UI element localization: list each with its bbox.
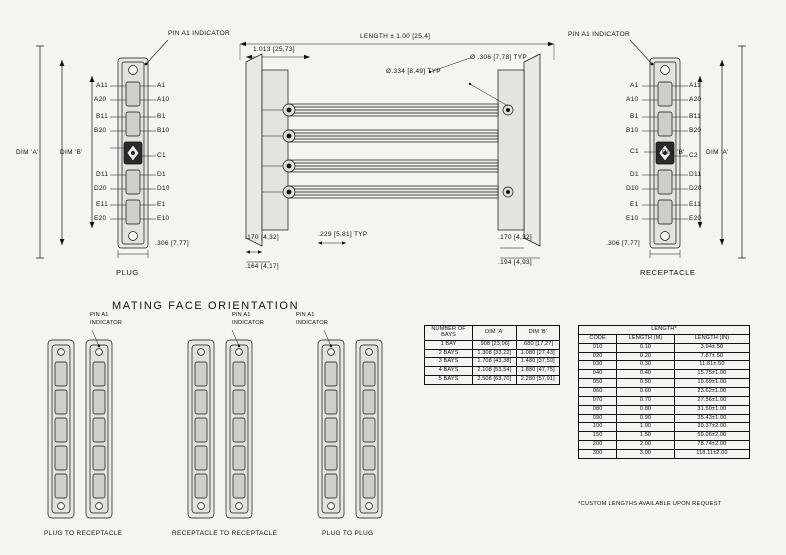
table-row bbox=[579, 370, 750, 379]
table-row bbox=[425, 367, 560, 376]
length-cell: 2.00 bbox=[617, 441, 675, 450]
right-pin-label-a10: A10 bbox=[626, 96, 639, 103]
right-pin-label-a11: A11 bbox=[689, 82, 701, 89]
bays-cell: 3 BAYS bbox=[425, 358, 473, 367]
bays-cell: .680 [17,27] bbox=[516, 340, 559, 349]
table-row bbox=[579, 361, 750, 370]
mating-2-indicator: INDICATOR bbox=[232, 320, 265, 326]
length-cell: 0.90 bbox=[617, 414, 675, 423]
right-bottom-dimension: .306 [7,77] bbox=[606, 240, 641, 247]
table-row bbox=[579, 379, 750, 388]
left-bottom-dimension: .306 [7,77] bbox=[155, 240, 190, 247]
right-pin-label-c1: C1 bbox=[630, 148, 639, 155]
bays-cell: 2.280 [57,91] bbox=[516, 376, 559, 385]
right-pin-label-e10: E10 bbox=[626, 215, 639, 222]
bays-cell: .908 [23,06] bbox=[473, 340, 516, 349]
left-pin-label-e20: E20 bbox=[94, 215, 107, 222]
table-row bbox=[579, 432, 750, 441]
left-pin-label-b11: B11 bbox=[96, 113, 108, 120]
bays-cell: 1.308 [33,22] bbox=[473, 349, 516, 358]
right-pin-label-a1: A1 bbox=[630, 82, 639, 89]
left-pin-label-d1: D1 bbox=[157, 171, 166, 178]
length-cell: 31.50±1.00 bbox=[674, 405, 749, 414]
length-cell: 35.43±1.00 bbox=[674, 414, 749, 423]
right-pin-label-d11: D11 bbox=[689, 171, 702, 178]
bays-header-dim-b: DIM 'B' bbox=[516, 326, 559, 341]
table-row bbox=[425, 358, 560, 367]
bays-cell: 2 BAYS bbox=[425, 349, 473, 358]
center-hole-dimension-1: Ø .306 [7,78] TYP bbox=[470, 54, 528, 61]
center-left-dim-2: .164 [4,17] bbox=[245, 263, 280, 270]
right-pin-label-e1: E1 bbox=[630, 201, 639, 208]
length-cell: 1.50 bbox=[617, 432, 675, 441]
left-pin-label-d20: D20 bbox=[94, 185, 107, 192]
length-cell: 300 bbox=[579, 450, 617, 459]
table-row bbox=[579, 405, 750, 414]
table-row bbox=[425, 349, 560, 358]
bays-cell: 1.708 [43,38] bbox=[473, 358, 516, 367]
left-pin-label-a1: A1 bbox=[157, 82, 166, 89]
left-pin-label-b10: B10 bbox=[157, 127, 170, 134]
center-length-dimension: LENGTH ± 1.00 [25,4] bbox=[360, 33, 431, 40]
length-cell: 010 bbox=[579, 343, 617, 352]
bays-cell: 4 BAYS bbox=[425, 367, 473, 376]
bays-table bbox=[424, 325, 560, 385]
bays-cell: 2.508 [63,70] bbox=[473, 376, 516, 385]
right-pin-label-e20: E20 bbox=[689, 215, 702, 222]
center-left-dim-1: .170 [4,32] bbox=[245, 234, 280, 241]
length-cell: 3.00 bbox=[617, 450, 675, 459]
bays-header-number: NUMBER OF BAYS bbox=[425, 326, 473, 341]
center-hole-dimension-2: Ø.334 [8,49] TYP bbox=[386, 68, 441, 75]
length-cell: 0.30 bbox=[617, 361, 675, 370]
mating-face-orientation-title: MATING FACE ORIENTATION bbox=[112, 300, 300, 312]
length-cell: 118.11±2.00 bbox=[674, 450, 749, 459]
length-cell: 59.06±2.00 bbox=[674, 432, 749, 441]
center-typ-dimension: .229 [5,81] TYP bbox=[318, 231, 368, 238]
bays-cell: 2.108 [53,54] bbox=[473, 367, 516, 376]
length-cell: 23.62±1.00 bbox=[674, 388, 749, 397]
left-dim-a-label: DIM 'A' bbox=[16, 149, 39, 156]
right-pin-label-b11: B11 bbox=[689, 113, 701, 120]
bays-cell: 1.080 [27,43] bbox=[516, 349, 559, 358]
bays-header-dim-a: DIM 'A' bbox=[473, 326, 516, 341]
table-row bbox=[579, 343, 750, 352]
length-table bbox=[578, 325, 750, 459]
right-pin-label-d10: D10 bbox=[626, 185, 639, 192]
bays-cell: 5 BAYS bbox=[425, 376, 473, 385]
length-table-footnote: *CUSTOM LENGTHS AVAILABLE UPON REQUEST bbox=[578, 501, 722, 507]
length-cell: 080 bbox=[579, 405, 617, 414]
left-dim-b-label: DIM 'B' bbox=[60, 149, 83, 156]
right-pin-label-a20: A20 bbox=[689, 96, 702, 103]
length-cell: 7.87±.50 bbox=[674, 352, 749, 361]
length-cell: 15.75±1.00 bbox=[674, 370, 749, 379]
length-cell: 39.37±2.00 bbox=[674, 423, 749, 432]
length-cell: 19.69±1.00 bbox=[674, 379, 749, 388]
left-pin-label-c1: C1 bbox=[157, 152, 166, 159]
right-view-caption: RECEPTACLE bbox=[640, 268, 696, 277]
mating-2-pin-a1: PIN A1 bbox=[232, 312, 251, 318]
table-row bbox=[579, 441, 750, 450]
mating-caption-plug-to-plug: PLUG TO PLUG bbox=[322, 530, 374, 537]
length-cell: 78.74±2.00 bbox=[674, 441, 749, 450]
length-cell: 100 bbox=[579, 423, 617, 432]
right-pin-label-b10: B10 bbox=[626, 127, 639, 134]
length-cell: 040 bbox=[579, 370, 617, 379]
center-width-dimension: 1.013 [25,73] bbox=[253, 46, 295, 53]
right-pin-a1-indicator: PIN A1 INDICATOR bbox=[568, 31, 630, 38]
table-row bbox=[425, 340, 560, 349]
left-pin-label-b20: B20 bbox=[94, 127, 107, 134]
length-cell: 200 bbox=[579, 441, 617, 450]
left-view-caption: PLUG bbox=[116, 268, 139, 277]
bays-table-header-row bbox=[425, 326, 560, 341]
mating-1-pin-a1: PIN A1 bbox=[90, 312, 109, 318]
center-right-dim-2: .194 [4,93] bbox=[498, 259, 533, 266]
length-cell: 0.80 bbox=[617, 405, 675, 414]
table-row bbox=[579, 423, 750, 432]
length-table-title: LENGTH* bbox=[579, 326, 750, 335]
table-row bbox=[579, 396, 750, 405]
length-table-header-row bbox=[579, 334, 750, 343]
length-cell: 0.50 bbox=[617, 379, 675, 388]
length-cell: 0.10 bbox=[617, 343, 675, 352]
left-pin-a1-indicator: PIN A1 INDICATOR bbox=[168, 30, 230, 37]
length-cell: 090 bbox=[579, 414, 617, 423]
mating-caption-plug-to-receptacle: PLUG TO RECEPTACLE bbox=[44, 530, 123, 537]
mating-1-indicator: INDICATOR bbox=[90, 320, 123, 326]
left-pin-label-e1: E1 bbox=[157, 201, 166, 208]
right-pin-label-d1: D1 bbox=[630, 171, 639, 178]
bays-cell: 1.880 [47,75] bbox=[516, 367, 559, 376]
table-row bbox=[579, 450, 750, 459]
length-header-m: LENGTH (M) bbox=[617, 334, 675, 343]
length-cell: 020 bbox=[579, 352, 617, 361]
right-pin-label-b20: B20 bbox=[689, 127, 702, 134]
right-pin-label-d20: D20 bbox=[689, 185, 702, 192]
length-cell: 27.56±1.00 bbox=[674, 396, 749, 405]
mating-caption-receptacle-to-receptacle: RECEPTACLE TO RECEPTACLE bbox=[172, 530, 278, 537]
length-cell: 0.20 bbox=[617, 352, 675, 361]
left-pin-label-b1: B1 bbox=[157, 113, 166, 120]
length-cell: 030 bbox=[579, 361, 617, 370]
left-pin-label-a20: A20 bbox=[94, 96, 107, 103]
length-cell: 060 bbox=[579, 388, 617, 397]
center-right-dim-1: .170 [4,32] bbox=[498, 234, 533, 241]
length-cell: 11.81±.50 bbox=[674, 361, 749, 370]
length-cell: 0.60 bbox=[617, 388, 675, 397]
length-cell: 050 bbox=[579, 379, 617, 388]
mating-3-indicator: INDICATOR bbox=[296, 320, 329, 326]
length-cell: 0.40 bbox=[617, 370, 675, 379]
right-pin-label-b1: B1 bbox=[630, 113, 639, 120]
left-pin-label-e11: E11 bbox=[96, 201, 108, 208]
right-dim-a-label: DIM 'A' bbox=[706, 149, 729, 156]
table-row bbox=[579, 388, 750, 397]
left-pin-label-a11: A11 bbox=[96, 82, 108, 89]
length-cell: 3.94±.50 bbox=[674, 343, 749, 352]
bays-cell: 1.480 [37,59] bbox=[516, 358, 559, 367]
table-row bbox=[425, 376, 560, 385]
length-header-in: LENGTH (IN) bbox=[674, 334, 749, 343]
length-cell: 070 bbox=[579, 396, 617, 405]
bays-cell: 1 BAY bbox=[425, 340, 473, 349]
mating-3-pin-a1: PIN A1 bbox=[296, 312, 315, 318]
right-pin-label-c2: C2 bbox=[689, 152, 698, 159]
length-cell: 0.70 bbox=[617, 396, 675, 405]
table-row bbox=[579, 352, 750, 361]
length-table-title-row bbox=[579, 326, 750, 335]
length-cell: 150 bbox=[579, 432, 617, 441]
right-pin-label-e11: E11 bbox=[689, 201, 701, 208]
left-pin-label-e10: E10 bbox=[157, 215, 170, 222]
left-pin-label-a10: A10 bbox=[157, 96, 170, 103]
length-header-code: CODE bbox=[579, 334, 617, 343]
length-cell: 1.00 bbox=[617, 423, 675, 432]
table-row bbox=[579, 414, 750, 423]
left-pin-label-d11: D11 bbox=[96, 171, 109, 178]
left-pin-label-d10: D10 bbox=[157, 185, 170, 192]
right-dim-b-label: DIM 'B' bbox=[662, 149, 685, 156]
